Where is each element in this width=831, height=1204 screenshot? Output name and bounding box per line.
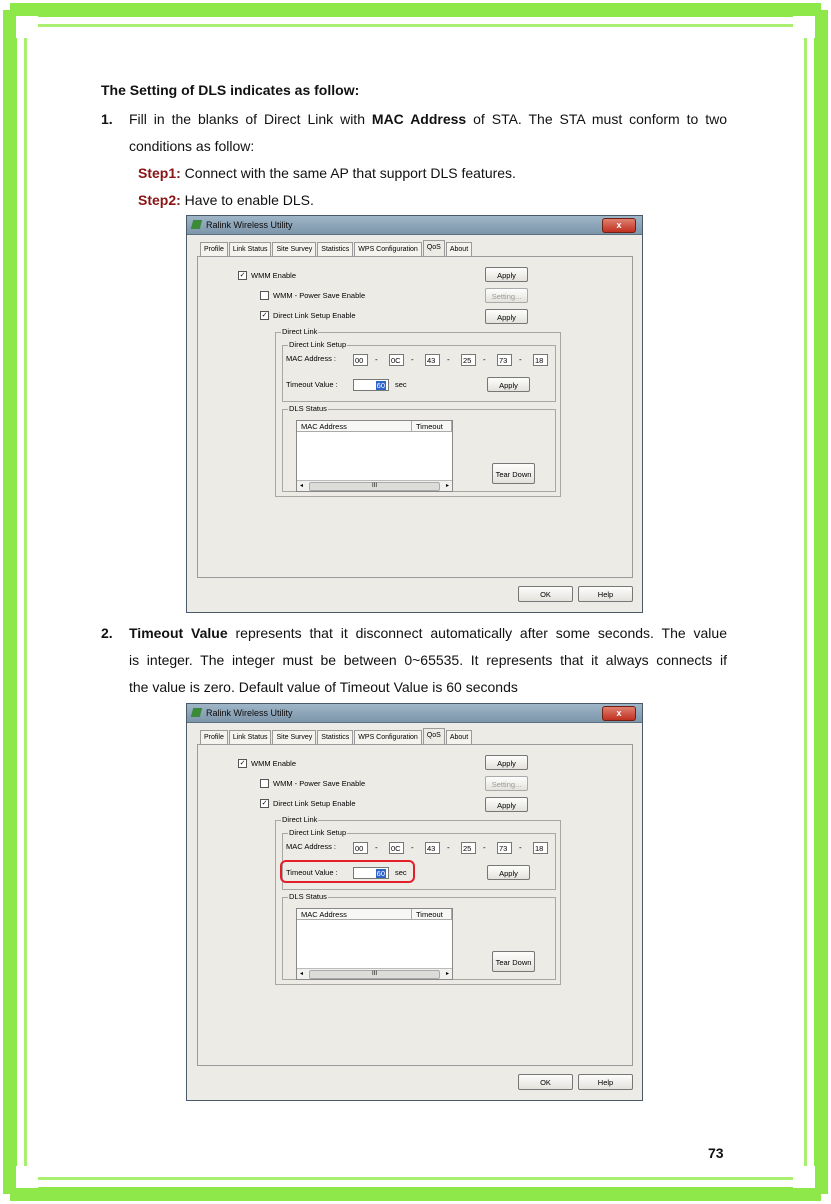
timeout-apply-button[interactable]: Apply <box>487 865 530 880</box>
direct-link-setup-group <box>282 340 556 402</box>
wmm-enable-checkbox[interactable]: ✓ <box>239 760 246 767</box>
wmm-enable-checkbox[interactable]: ✓ <box>239 272 246 279</box>
direct-link-setup-label: Direct Link Setup <box>289 828 347 837</box>
scroll-left-arrow-icon[interactable]: ◂ <box>300 971 304 977</box>
mac-octet-6[interactable]: 18 <box>533 354 548 366</box>
ok-button[interactable]: OK <box>518 586 573 602</box>
item2-number: 2. <box>101 625 113 641</box>
help-button[interactable]: Help <box>578 586 633 602</box>
page-corner <box>12 1166 38 1192</box>
mac-separator: - <box>483 355 486 364</box>
mac-separator: - <box>483 843 486 852</box>
mac-octet-2[interactable]: 0C <box>389 354 404 366</box>
dls-status-list[interactable] <box>296 908 453 980</box>
tab-qos[interactable]: QoS <box>423 240 445 256</box>
direct-link-group <box>275 815 561 985</box>
mac-octet-4[interactable]: 25 <box>461 842 476 854</box>
mac-separator: - <box>519 843 522 852</box>
wmm-power-save-checkbox[interactable] <box>260 291 269 300</box>
dls-apply-button[interactable]: Apply <box>485 797 528 812</box>
horizontal-scrollbar[interactable] <box>297 968 452 979</box>
timeout-value-label: Timeout Value : <box>286 380 338 389</box>
page-border-top <box>10 3 821 17</box>
wmm-enable-label: WMM Enable <box>251 271 297 280</box>
tear-down-button[interactable]: Tear Down <box>492 463 535 484</box>
setting-button[interactable]: Setting... <box>485 776 528 791</box>
wmm-power-save-label: WMM - Power Save Enable <box>273 291 366 300</box>
page-corner <box>793 1166 819 1192</box>
dls-status-list[interactable] <box>296 420 453 492</box>
page-corner <box>12 12 38 38</box>
page-border-left <box>3 10 17 1194</box>
col-mac-address[interactable]: MAC Address <box>297 421 412 432</box>
setting-button[interactable]: Setting... <box>485 288 528 303</box>
qos-panel <box>197 744 633 1066</box>
page-number: 73 <box>708 1145 724 1161</box>
timeout-value-text: 60 <box>376 869 385 878</box>
dls-status-label: DLS Status <box>289 892 327 901</box>
horizontal-scrollbar[interactable] <box>297 480 452 491</box>
close-button[interactable]: x <box>602 706 636 721</box>
item2-line1 <box>129 624 727 642</box>
mac-octet-1[interactable]: 00 <box>353 842 368 854</box>
item1-text-post: of STA. The STA must conform to two <box>466 111 728 127</box>
item2-bold: Timeout Value <box>129 625 228 641</box>
timeout-apply-button[interactable]: Apply <box>487 377 530 392</box>
mac-separator: - <box>411 843 414 852</box>
tab-wps-configuration[interactable]: WPS Configuration <box>354 242 422 256</box>
dls-enable-checkbox[interactable]: ✓ <box>261 312 268 319</box>
item2-line1-rest: represents that it disconnect automatically after some seconds. The value <box>227 625 727 641</box>
dls-status-group <box>282 404 556 492</box>
item1-step1 <box>138 164 516 182</box>
step1-label: Step1: <box>138 165 181 181</box>
tab-profile[interactable]: Profile <box>200 242 228 256</box>
scroll-left-arrow-icon[interactable]: ◂ <box>300 483 304 489</box>
direct-link-group <box>275 327 561 497</box>
ralink-app-icon <box>191 708 202 717</box>
dialog-title: Ralink Wireless Utility <box>206 708 293 718</box>
item1-line2: conditions as follow: <box>129 138 255 154</box>
mac-octet-4[interactable]: 25 <box>461 354 476 366</box>
col-mac-address[interactable]: MAC Address <box>297 909 412 920</box>
dialog-titlebar <box>187 216 642 235</box>
step2-label: Step2: <box>138 192 181 208</box>
mac-separator: - <box>375 355 378 364</box>
item1-text-bold: MAC Address <box>371 111 467 127</box>
mac-separator: - <box>411 355 414 364</box>
qos-panel <box>197 256 633 578</box>
tab-statistics[interactable]: Statistics <box>317 242 353 256</box>
tab-qos[interactable]: QoS <box>423 728 445 744</box>
scroll-right-arrow-icon[interactable]: ▸ <box>445 971 449 977</box>
tab-statistics[interactable]: Statistics <box>317 730 353 744</box>
dls-enable-checkbox[interactable]: ✓ <box>261 800 268 807</box>
wireless-utility-dialog <box>186 215 643 613</box>
page-inner-line-left <box>24 30 27 1174</box>
wmm-power-save-checkbox[interactable] <box>260 779 269 788</box>
wireless-utility-dialog-2 <box>186 703 643 1101</box>
mac-address-label: MAC Address : <box>286 842 337 851</box>
dls-enable-label: Direct Link Setup Enable <box>273 799 356 808</box>
mac-separator: - <box>447 843 450 852</box>
direct-link-setup-group <box>282 828 556 890</box>
scroll-thumb[interactable]: III <box>309 482 440 491</box>
wmm-apply-button[interactable]: Apply <box>485 755 528 770</box>
timeout-value-text: 60 <box>376 381 385 390</box>
tab-profile[interactable]: Profile <box>200 730 228 744</box>
tab-wps-configuration[interactable]: WPS Configuration <box>354 730 422 744</box>
timeout-highlight-box <box>280 860 415 883</box>
mac-separator: - <box>519 355 522 364</box>
tab-about[interactable]: About <box>446 242 472 256</box>
col-timeout[interactable]: Timeout <box>412 421 452 432</box>
wmm-apply-button[interactable]: Apply <box>485 267 528 282</box>
wmm-power-save-label: WMM - Power Save Enable <box>273 779 366 788</box>
timeout-value-input[interactable] <box>353 379 389 391</box>
step1-text: Connect with the same AP that support DLS features. <box>180 165 516 181</box>
tab-link-status[interactable]: Link Status <box>229 730 272 744</box>
mac-octet-3[interactable]: 43 <box>425 354 440 366</box>
page-inner-line-right <box>804 30 807 1174</box>
dialog-titlebar <box>187 704 642 723</box>
item2-line2: is integer. The integer must be between 0~65535. It represents that it always connects if <box>129 652 727 668</box>
page-border-right <box>814 10 828 1194</box>
wmm-enable-label: WMM Enable <box>251 759 297 768</box>
tab-bar <box>200 730 473 744</box>
dialog-title: Ralink Wireless Utility <box>206 220 293 230</box>
scroll-thumb[interactable]: III <box>309 970 440 979</box>
dls-apply-button[interactable]: Apply <box>485 309 528 324</box>
item1-number: 1. <box>101 111 113 127</box>
direct-link-group-label: Direct Link <box>282 815 318 824</box>
scroll-right-arrow-icon[interactable]: ▸ <box>445 483 449 489</box>
help-button[interactable]: Help <box>578 1074 633 1090</box>
mac-separator: - <box>447 355 450 364</box>
col-timeout[interactable]: Timeout <box>412 909 452 920</box>
tab-site-survey[interactable]: Site Survey <box>272 730 316 744</box>
item1-step2 <box>138 191 314 209</box>
page-inner-line-top <box>30 24 801 27</box>
section-heading: The Setting of DLS indicates as follow: <box>101 82 360 98</box>
tear-down-button[interactable]: Tear Down <box>492 951 535 972</box>
mac-separator: - <box>375 843 378 852</box>
tab-site-survey[interactable]: Site Survey <box>272 242 316 256</box>
mac-octet-6[interactable]: 18 <box>533 842 548 854</box>
item2-line3: the value is zero. Default value of Timeout Value is 60 seconds <box>129 679 518 695</box>
direct-link-setup-label: Direct Link Setup <box>289 340 347 349</box>
timeout-unit: sec <box>395 868 407 877</box>
page-border-bottom <box>10 1187 821 1201</box>
mac-octet-5[interactable]: 73 <box>497 354 512 366</box>
mac-octet-1[interactable]: 00 <box>353 354 368 366</box>
dls-status-group <box>282 892 556 980</box>
dls-enable-label: Direct Link Setup Enable <box>273 311 356 320</box>
ralink-app-icon <box>191 220 202 229</box>
mac-octet-3[interactable]: 43 <box>425 842 440 854</box>
tab-about[interactable]: About <box>446 730 472 744</box>
step2-text: Have to enable DLS. <box>180 192 314 208</box>
tab-bar <box>200 242 473 256</box>
timeout-value-label: Timeout Value : <box>286 868 338 877</box>
mac-address-label: MAC Address : <box>286 354 337 363</box>
close-button[interactable]: x <box>602 218 636 233</box>
timeout-unit: sec <box>395 380 407 389</box>
ok-button[interactable]: OK <box>518 1074 573 1090</box>
page-corner <box>793 12 819 38</box>
direct-link-group-label: Direct Link <box>282 327 318 336</box>
mac-octet-5[interactable]: 73 <box>497 842 512 854</box>
mac-octet-2[interactable]: 0C <box>389 842 404 854</box>
page-inner-line-bottom <box>30 1177 801 1180</box>
tab-link-status[interactable]: Link Status <box>229 242 272 256</box>
item1-line1 <box>129 110 727 128</box>
item1-text-pre: Fill in the blanks of Direct Link with <box>129 111 372 127</box>
dls-status-label: DLS Status <box>289 404 327 413</box>
